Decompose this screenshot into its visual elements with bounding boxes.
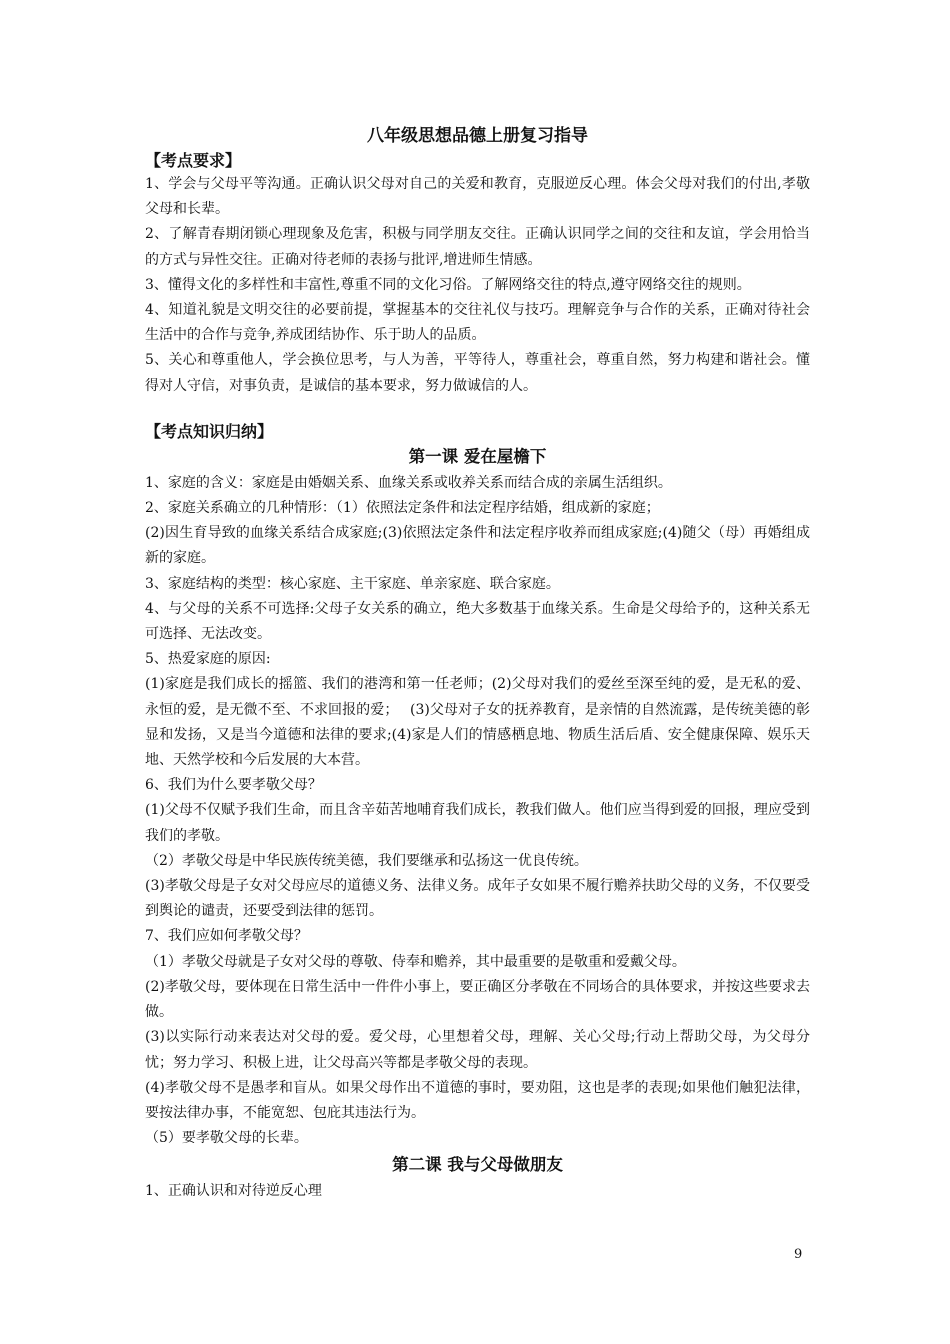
section-heading-knowledge: 【考点知识归纳】	[145, 421, 274, 441]
lesson-2-content	[145, 1179, 810, 1204]
requirements-list	[145, 172, 810, 399]
requirement-paragraph: 2、了解青春期闭锁心理现象及危害，积极与同学朋友交往。正确认识同学之间的交往和友谊，学会用恰当的方式与异性交往。正确对待老师的表扬与批评,增进师生情感。	[145, 226, 810, 268]
lesson-paragraph: 6、我们为什么要孝敬父母？	[145, 777, 322, 794]
lesson-paragraph: (4)孝敬父母不是愚孝和盲从。如果父母作出不道德的事时，要劝阻，这也是孝的表现;如果他们触犯法律，要按法律办事，不能宽恕、包庇其违法行为。	[145, 1079, 810, 1121]
lesson-paragraph: 3、家庭结构的类型：核心家庭、主干家庭、单亲家庭、联合家庭。	[145, 575, 560, 592]
lesson-paragraph: 2、家庭关系确立的几种情形：（1）依照法定条件和法定程序结婚，组成新的家庭；	[145, 500, 660, 517]
section-heading-requirements: 【考点要求】	[145, 151, 242, 170]
lesson-paragraph: 1、家庭的含义：家庭是由婚姻关系、血缘关系或收养关系而结合成的亲属生活组织。	[145, 474, 672, 491]
requirement-paragraph: 3、懂得文化的多样性和丰富性,尊重不同的文化习俗。了解网络交往的特点,遵守网络交往的规则。	[145, 276, 751, 293]
lesson-paragraph: (1)父母不仅赋予我们生命，而且含辛茹苦地哺育我们成长，教我们做人。他们应当得到爱的回报，理应受到我们的孝敬。	[145, 802, 810, 844]
lesson-1-title: 第一课 爱在屋檐下	[408, 446, 547, 466]
lesson-paragraph: (2)孝敬父母，要体现在日常生活中一件件小事上，要正确区分孝敬在不同场合的具体要求，并按这些要求去做。	[145, 978, 810, 1021]
lesson-2-title: 第二课 我与父母做朋友	[392, 1155, 563, 1175]
page-number: 9	[794, 1247, 803, 1262]
lesson-paragraph: （2）孝敬父母是中华民族传统美德，我们要继承和弘扬这一优良传统。	[145, 852, 588, 869]
lesson-paragraph: （1）孝敬父母就是子女对父母的尊敬、侍奉和赡养，其中最重要的是敬重和爱戴父母。	[145, 953, 686, 970]
lesson-paragraph: （5）要孝敬父母的长辈。	[145, 1130, 308, 1147]
lesson-paragraph: 4、与父母的关系不可选择:父母子女关系的确立，绝大多数基于血缘关系。生命是父母给予的，这种关系无可选择、无法改变。	[145, 600, 810, 643]
lesson-paragraph: 7、我们应如何孝敬父母？	[145, 928, 308, 945]
requirement-paragraph: 4、知道礼貌是文明交往的必要前提，掌握基本的交往礼仪与技巧。理解竞争与合作的关系，正确对待社会生活中的合作与竞争,养成团结协作、乐于助人的品质。	[145, 302, 810, 344]
lesson-paragraph: 5、热爱家庭的原因:	[145, 651, 271, 668]
lesson-paragraph: 1、正确认识和对待逆反心理	[145, 1183, 322, 1200]
lesson-paragraph: (3)孝敬父母是子女对父母应尽的道德义务、法律义务。成年子女如果不履行赡养扶助父母的义务，不仅要受到舆论的谴责，还要受到法律的惩罚。	[145, 878, 810, 920]
lesson-paragraph: (1)家庭是我们成长的摇篮、我们的港湾和第一任老师；(2)父母对我们的爱丝至深至纯的爱，是无私的爱、永恒的爱，是无微不至、不求回报的爱； (3)父母对子女的抚养教育，是亲情的自然流露，是传统美德的彰显和发扬，又是当今道德和法律的要求;(4)家是人们的情感栖息地、物质生活后盾、安全健康保障、娱乐天地、天然学校和今后发展的大本营。	[145, 676, 810, 769]
lesson-paragraph: (2)因生育导致的血缘关系结合成家庭;(3)依照法定条件和法定程序收养而组成家庭;(4)随父（母）再婚组成新的家庭。	[145, 525, 810, 567]
lesson-1-content	[145, 471, 810, 1151]
document-page	[145, 122, 810, 1205]
lesson-paragraph: (3)以实际行动来表达对父母的爱。爱父母，心里想着父母，理解、关心父母;行动上帮助父母，为父母分忧；努力学习、积极上进，让父母高兴等都是孝敬父母的表现。	[145, 1029, 810, 1071]
requirement-paragraph: 1、学会与父母平等沟通。正确认识父母对自己的关爱和教育，克服逆反心理。体会父母对我们的付出,孝敬父母和长辈。	[145, 176, 810, 218]
document-title: 八年级思想品德上册复习指导	[367, 126, 588, 146]
paragraph-spacer	[145, 399, 810, 421]
requirement-paragraph: 5、关心和尊重他人，学会换位思考，与人为善，平等待人，尊重社会，尊重自然，努力构建和谐社会。懂得对人守信，对事负责，是诚信的基本要求，努力做诚信的人。	[145, 352, 810, 394]
